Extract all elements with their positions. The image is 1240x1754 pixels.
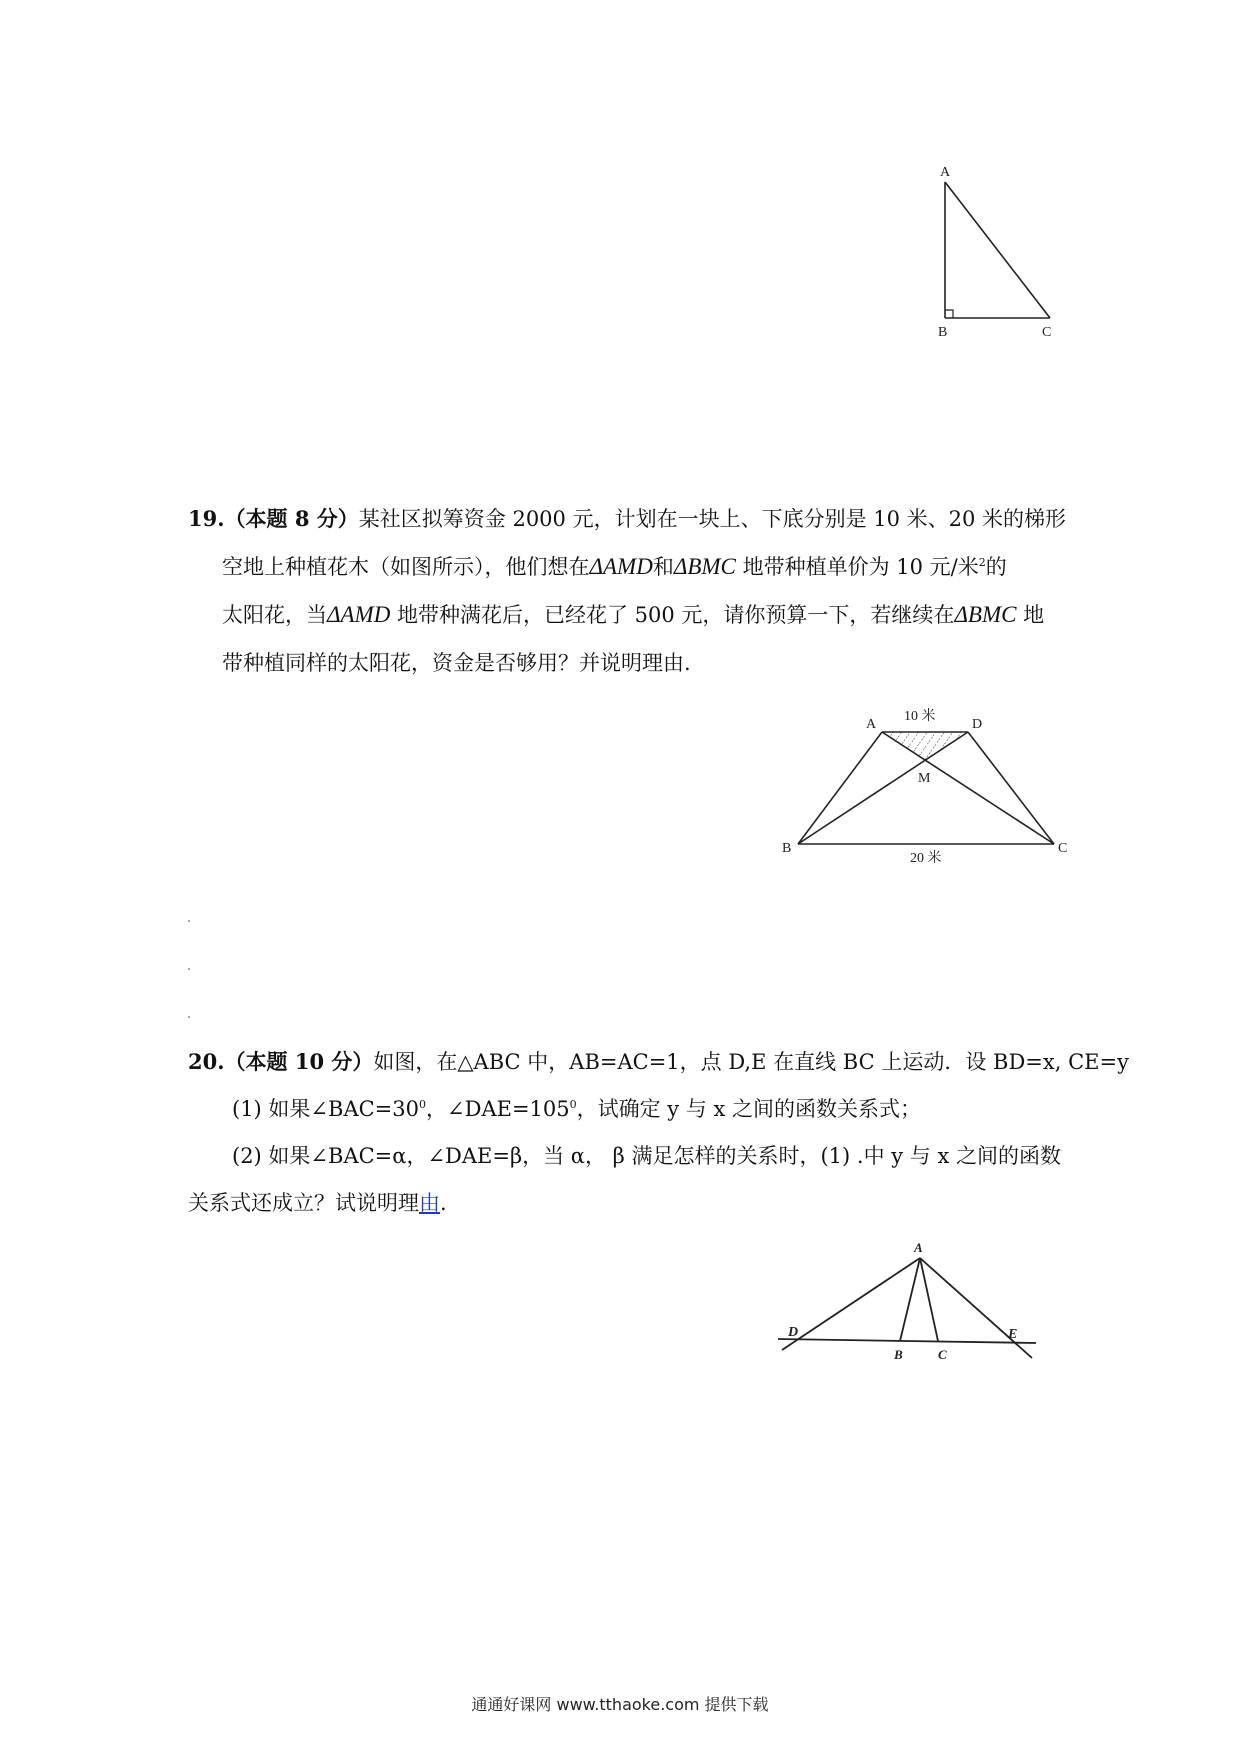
triangle-on-line-figure (770, 1238, 1050, 1368)
q20-text-4b: . (440, 1191, 447, 1215)
q20-part-2 (232, 1141, 1061, 1171)
q19-line-3 (222, 600, 1044, 630)
q19-line-1 (188, 504, 1066, 534)
q19-text-2a: 空地上种植花木（如图所示），他们想在 (222, 555, 590, 579)
q19-line-4 (222, 648, 691, 678)
q19-number: 19. (188, 506, 225, 531)
q20-part2-text: (2) 如果∠BAC=α，∠DAE=β，当 α， β 满足怎样的关系时，(1) .中 y 与 x 之间的函数 (232, 1144, 1061, 1168)
q20-line-1 (188, 1047, 1129, 1077)
stray-dot (188, 968, 190, 970)
q19-text-3b: 地带种满花后，已经花了 500 元，请你预算一下，若继续在 (390, 603, 955, 627)
point-label-m: M (918, 771, 931, 786)
q20-part-1 (232, 1094, 921, 1124)
vertex-label-c: C (938, 1347, 947, 1362)
side-dc (968, 732, 1054, 844)
segment-ac (920, 1258, 938, 1341)
q20-score: （本题 10 分） (224, 1049, 374, 1074)
page-footer: 通通好课网 www.tthaoke.com 提供下载 (471, 1695, 769, 1714)
q19-text-3a: 太阳花，当 (222, 603, 327, 627)
vertex-label-d: D (972, 717, 983, 732)
unit-exponent: 2 (978, 556, 986, 569)
right-triangle-figure (930, 160, 1060, 340)
segment-ae (920, 1258, 1032, 1358)
q20-number: 20. (188, 1049, 225, 1074)
degree-mark: 0 (419, 1098, 427, 1111)
math-triangle-amd-2: ΔAMD (327, 602, 391, 627)
point-label-e: E (1008, 1327, 1018, 1342)
vertex-label-c: C (1042, 325, 1052, 340)
q19-text-1: 某社区拟筹资金 2000 元，计划在一块上、下底分别是 10 米、20 米的梯形 (358, 507, 1067, 531)
q19-text-2c: 地带种植单价为 10 元/米 (735, 555, 979, 579)
q19-text-2d: 的 (985, 555, 1007, 579)
stray-dot (188, 1016, 190, 1018)
vertex-label-a: A (866, 717, 877, 732)
degree-mark: 0 (569, 1098, 577, 1111)
side-ac (945, 182, 1050, 318)
vertex-label-b: B (938, 325, 948, 340)
q20-part1-a: (1) 如果∠BAC=30 (232, 1097, 420, 1121)
segment-ab (900, 1258, 920, 1341)
q20-text-1: 如图，在△ABC 中，AB=AC=1，点 D,E 在直线 BC 上运动．设 BD=x, CE=y (373, 1050, 1129, 1074)
diagonal-ac (882, 732, 1054, 844)
q20-text-4a: 关系式还成立？试说明理 (188, 1191, 419, 1215)
stray-dot (188, 920, 190, 922)
vertex-label-c: C (1058, 841, 1068, 856)
q19-text-4: 带种植同样的太阳花，资金是否够用？并说明理由. (222, 651, 691, 675)
q19-text-3c: 地 (1016, 603, 1045, 627)
right-angle-mark (945, 310, 953, 318)
line-de (778, 1339, 1036, 1343)
math-triangle-amd: ΔAMD (589, 554, 653, 579)
q20-part1-c: ，试确定 y 与 x 之间的函数关系式； (576, 1097, 922, 1121)
q20-part1-b: ，∠DAE=105 (426, 1097, 570, 1121)
vertex-label-b: B (894, 1347, 903, 1362)
vertex-label-a: A (940, 165, 951, 180)
top-base-length: 10 米 (904, 709, 936, 724)
trapezoid-figure (770, 700, 1070, 870)
q20-line-4 (188, 1188, 447, 1218)
vertex-label-b: B (782, 841, 792, 856)
shaded-triangle-amd (882, 732, 968, 762)
q20-link[interactable]: 由 (419, 1191, 440, 1215)
q19-score: （本题 8 分） (224, 506, 359, 531)
math-triangle-bmc: ΔBMC (673, 554, 736, 579)
diagonal-bd (798, 732, 968, 844)
side-ab (798, 732, 882, 844)
q19-text-2b: 和 (652, 555, 674, 579)
q19-line-2 (222, 552, 1007, 582)
bottom-base-length: 20 米 (910, 851, 942, 866)
math-triangle-bmc-2: ΔBMC (954, 602, 1017, 627)
vertex-label-a: A (914, 1240, 923, 1255)
segment-ad (782, 1258, 920, 1350)
point-label-d: D (788, 1325, 799, 1340)
